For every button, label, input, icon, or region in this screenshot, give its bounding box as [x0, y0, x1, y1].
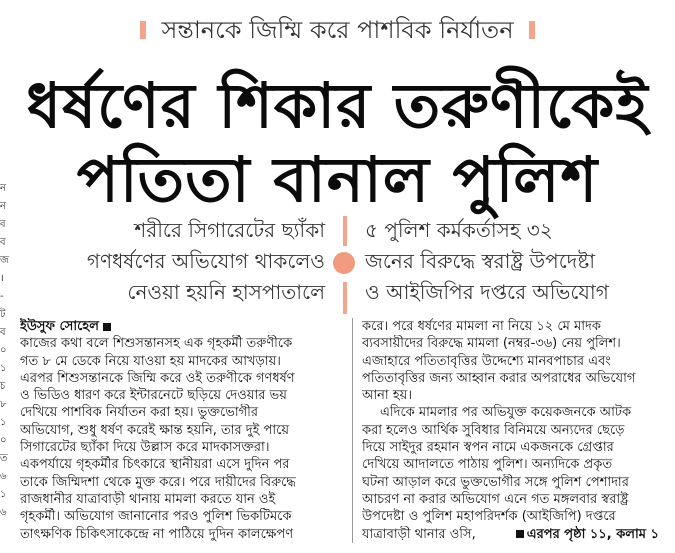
body-line: এজাহারে পতিতাবৃত্তির উদ্দেশ্যে মানবপাচার এবং: [362, 353, 611, 369]
headline-line-1: ধর্ষণের শিকার তরুণীকেই: [26, 69, 649, 142]
continued-link[interactable]: এরপর পৃষ্ঠা ১১, কলাম ১: [516, 527, 659, 542]
kicker-text: সন্তানকে জিম্মি করে পাশবিক নির্যাতন: [161, 16, 514, 44]
kicker: [0, 14, 675, 45]
margin-fragment: ট: [0, 309, 6, 320]
body-line: পতিতাবৃত্তির জন্য আহ্বান করার অপরাধের অভিযোগ: [362, 370, 636, 386]
body-line: দেখিয়ে পাশবিক নির্যাতন করা হয়। ভুক্তভোগীর: [20, 405, 259, 421]
margin-fragment: ন: [0, 183, 6, 194]
body-line: ঘটনা আড়াল করে ভুক্তভোগীর সঙ্গে পুলিশ পেশাদার: [362, 474, 629, 490]
kicker-bar-left: [140, 21, 146, 39]
deck-left-line: গণধর্ষণের অভিযোগ থাকলেও: [86, 249, 325, 273]
margin-fragment: ব: [0, 237, 6, 248]
margin-fragment: ত: [0, 453, 8, 464]
body-line: গৃহকর্মী। অভিযোগ জানানোর পরও পুলিশ ভিকটিমকে: [20, 509, 292, 525]
margin-fragment: জ: [0, 255, 9, 266]
margin-fragment: ১: [0, 417, 7, 428]
body-line: একপর্যায়ে গৃহকর্মীর চিৎকারে স্থানীয়রা এসে দুদিন পর: [20, 457, 290, 473]
margin-fragment: চ: [0, 381, 6, 392]
body-line: কাজের কথা বলে শিশুসন্তানসহ এক গৃহকর্মী তরুণীকে: [20, 336, 293, 352]
deck-left: [20, 215, 325, 308]
deck-left-line: নেওয়া হয়নি হাসপাতালে: [127, 280, 325, 304]
body-line: অভিযোগ, শুধু ধর্ষণ করেই ক্ষান্ত হয়নি, তার দুই পায়ে: [20, 422, 289, 438]
margin-fragment: ৬: [0, 471, 7, 482]
body-line: আচরণ না করার অভিযোগ এনে গত মঙ্গলবার স্বরাষ্ট্র: [362, 491, 629, 507]
jump-square-icon: [516, 530, 524, 538]
margin-fragment: ব: [0, 327, 6, 338]
deck-right-line: ও আইজিপির দপ্তরে অভিযোগ: [365, 280, 609, 304]
body-line: করে। পরে ধর্ষণের মামলা না নিয়ে ১২ মে মাদক: [362, 319, 601, 334]
margin-fragment: -: [0, 291, 4, 302]
body-line: এদিকে মামলার পর অভিযুক্ত কয়েকজনকে আটক: [380, 405, 632, 421]
margin-fragment: ১: [0, 363, 7, 374]
article-column-left: [20, 318, 345, 543]
deck-right-line: ৫ পুলিশ কর্মকর্তাসহ ৩২: [365, 218, 553, 242]
margin-fragment: ০: [0, 345, 7, 356]
body-line: সিগারেটের ছ্যাঁকা দিয়ে উল্লাস করে মাদকাসক্তরা।: [20, 440, 270, 456]
body-line: ও ভিডিও ধারণ করে ইন্টারনেটে ছড়িয়ে দেওয়ার ভয়: [20, 388, 287, 404]
margin-fragment: ০: [0, 435, 7, 446]
body-line: করা হলেও আর্থিক সুবিধার বিনিময়ে অন্যদের ছেড়ে: [362, 422, 625, 438]
article-column-right: [362, 318, 670, 543]
margin-fragment: ন: [0, 201, 6, 212]
headline-line-2: পতিতা বানাল পুলিশ: [76, 143, 599, 216]
body-line: দিয়ে সাইদুর রহমান স্বপন নামে একজনকে গ্রেপ্তার: [362, 440, 614, 456]
body-line: দেখিয়ে আদালতে পাঠায় পুলিশ। অন্যদিকে প্রকৃত: [362, 457, 613, 473]
margin-fragment: ।: [0, 273, 4, 284]
deck-right: [365, 215, 665, 308]
margin-fragment: ৮: [0, 399, 7, 410]
body-line: এরপর শিশুসন্তানকে জিম্মি করে ওই তরুণীকে গণধর্ষণ: [20, 370, 295, 386]
kicker-bar-right: [529, 21, 535, 39]
byline-square-icon: [103, 323, 111, 331]
margin-fragment: ৬: [0, 507, 7, 518]
margin-fragment: ১: [0, 489, 7, 500]
body-line: রাজধানীর যাত্রাবাড়ী থানায় মামলা করতে যান ওই: [20, 491, 276, 507]
adjacent-column-fragment: [0, 180, 14, 550]
deck-right-line: জনের বিরুদ্ধে স্বরাষ্ট্র উপদেষ্টা: [365, 249, 596, 273]
body-line-last: যাত্রাবাড়ী থানার ওসি, এরপর পৃষ্ঠা ১১, কলাম ১: [362, 526, 659, 542]
deck-dot-icon: [333, 252, 355, 274]
margin-fragment: ব: [0, 219, 6, 230]
body-line: আনা হয়।: [362, 388, 412, 404]
column-divider: [352, 318, 353, 543]
body-line: উপদেষ্টা ও পুলিশ মহাপরিদর্শক (আইজিপি) দপ্তরে: [362, 509, 616, 525]
body-line: তাকে জিম্মিদশা থেকে মুক্ত করে। পরে দায়ীদের বিরুদ্ধে: [20, 474, 296, 490]
deck-left-line: শরীরে সিগারেটের ছ্যাঁকা: [134, 218, 325, 242]
body-line: তাৎক্ষণিক চিকিৎসাকেন্দ্রে না পাঠিয়ে দুদিন কালক্ষেপণ: [20, 526, 294, 542]
body-line: ব্যবসায়ীদের বিরুদ্ধে মামলা (নম্বর-৩৬) নেয় পুলিশ।: [362, 336, 621, 352]
byline: ইউসুফ সোহেল: [20, 318, 345, 335]
body-line: গত ৮ মে ডেকে নিয়ে যাওয়া হয় মাদকের আখড়ায়।: [20, 353, 281, 369]
